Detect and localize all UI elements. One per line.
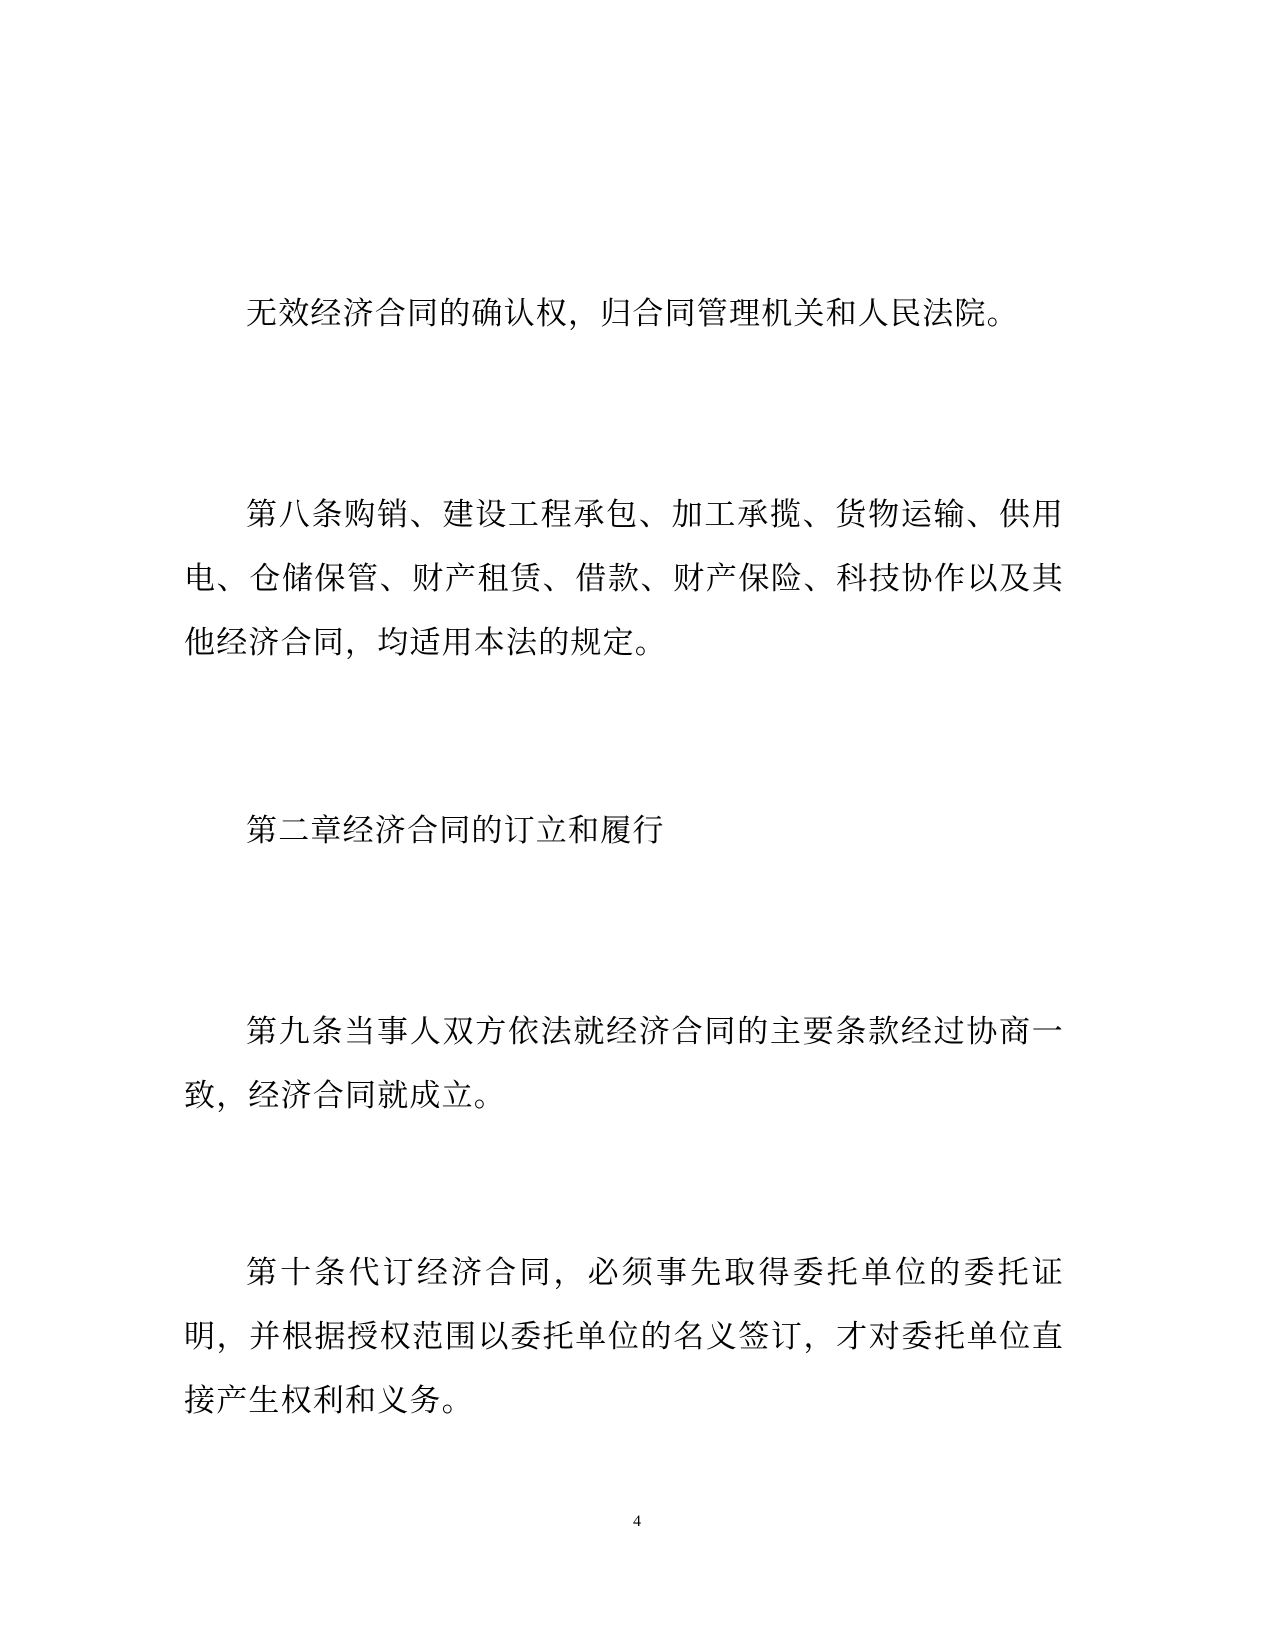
paragraph-article-10: 第十条代订经济合同，必须事先取得委托单位的委托证明，并根据授权范围以委托单位的名义签订，才对委托单位直接产生权利和义务。 [184, 1255, 1064, 1419]
paragraph-article-9: 第九条当事人双方依法就经济合同的主要条款经过协商一致，经济合同就成立。 [184, 1014, 1064, 1114]
paragraph-invalid-contract-confirmation: 无效经济合同的确认权，归合同管理机关和人民法院。 [246, 296, 1019, 332]
chapter-2-heading: 第二章经济合同的订立和履行 [246, 813, 665, 849]
paragraph-article-8: 第八条购销、建设工程承包、加工承揽、货物运输、供用电、仓储保管、财产租赁、借款、财产保险、科技协作以及其他经济合同，均适用本法的规定。 [184, 497, 1064, 661]
page-number: 4 [633, 1513, 641, 1530]
